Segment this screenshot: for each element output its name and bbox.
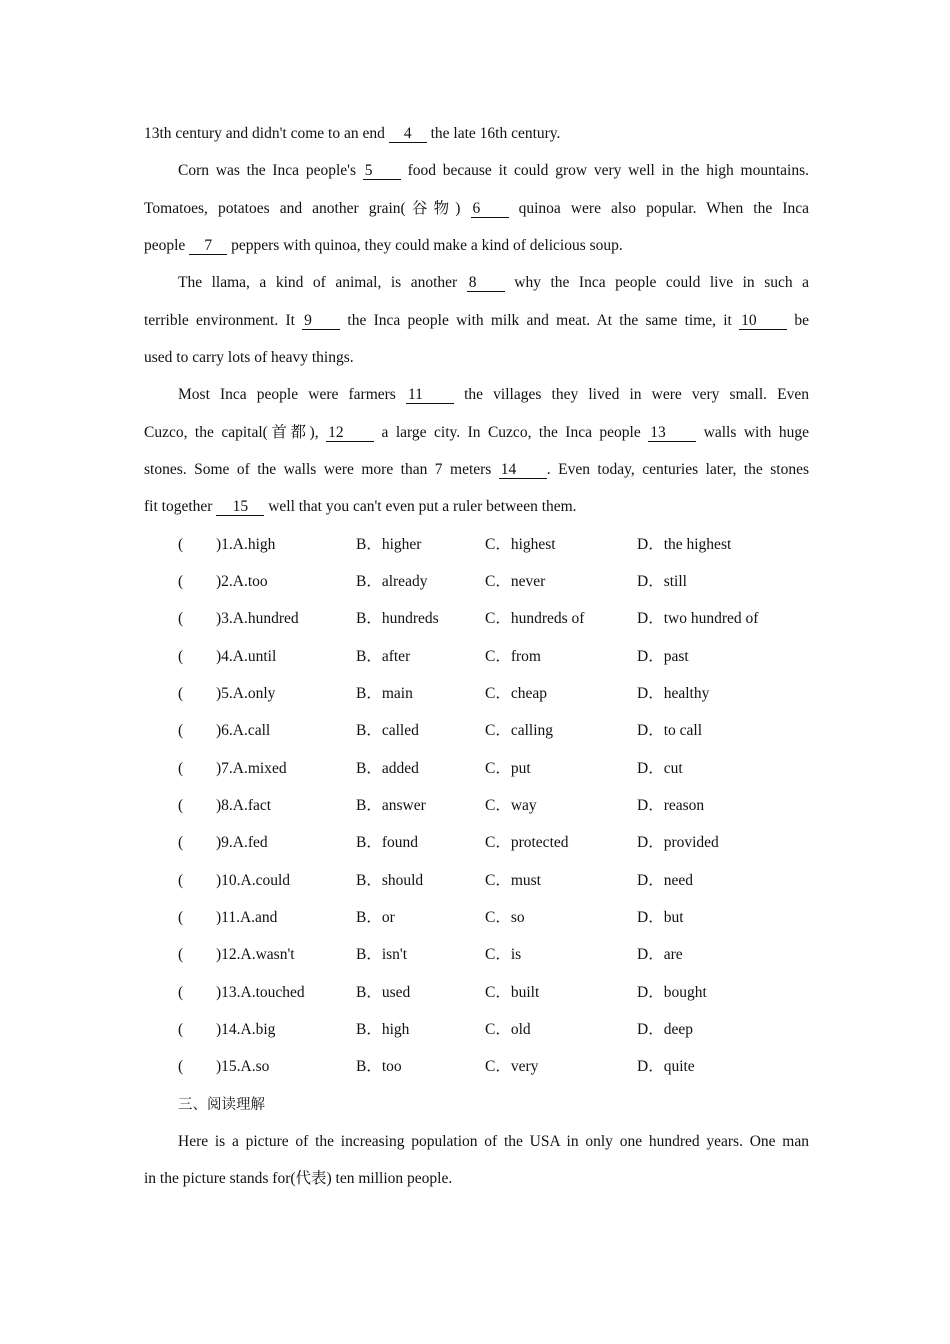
blank-6: 6: [471, 200, 509, 218]
option-c[interactable]: C．way: [485, 797, 537, 814]
option-a[interactable]: )4.A.until: [216, 648, 277, 665]
question-row: [144, 871, 809, 891]
passage-line: [144, 124, 809, 144]
option-d[interactable]: D．bought: [637, 984, 707, 1001]
question-row: [144, 1057, 809, 1077]
question-row: [144, 721, 809, 741]
option-b[interactable]: B．main: [356, 685, 413, 702]
section-text: Here is a picture of the increasing population of the USA in only one hundred years. One man: [178, 1133, 809, 1150]
option-d[interactable]: D．the highest: [637, 536, 732, 553]
question-row: [144, 684, 809, 704]
option-b[interactable]: B．used: [356, 984, 411, 1001]
answer-paren[interactable]: (: [178, 984, 184, 1001]
option-b[interactable]: B．after: [356, 648, 411, 665]
option-c[interactable]: C．never: [485, 573, 546, 590]
passage-text: the villages they lived in were very small. Even: [453, 386, 809, 403]
answer-paren[interactable]: (: [178, 648, 184, 665]
passage-text: food because it could grow very well in the high mountains.: [400, 162, 809, 179]
question-row: [144, 535, 809, 555]
blank-4: 4: [389, 125, 427, 143]
option-c[interactable]: C．very: [485, 1058, 539, 1075]
option-a[interactable]: )13.A.touched: [216, 984, 305, 1001]
option-c[interactable]: C．built: [485, 984, 540, 1001]
option-a[interactable]: )2.A.too: [216, 573, 268, 590]
passage-line: [178, 161, 809, 181]
section-text-line: [178, 1132, 809, 1152]
blank-7: 7: [189, 237, 227, 255]
passage-text: well that you can't even put a ruler between them.: [264, 498, 577, 515]
option-d[interactable]: D．healthy: [637, 685, 710, 702]
answer-paren[interactable]: (: [178, 536, 184, 553]
blank-12: 12: [326, 424, 374, 442]
option-d[interactable]: D．past: [637, 648, 689, 665]
passage-line: [144, 199, 809, 219]
option-d[interactable]: D．quite: [637, 1058, 695, 1075]
passage-line: [144, 311, 809, 331]
option-d[interactable]: D．cut: [637, 760, 683, 777]
question-row: [144, 908, 809, 928]
answer-paren[interactable]: (: [178, 909, 184, 926]
option-c[interactable]: C．from: [485, 648, 541, 665]
passage-text: fit together: [144, 498, 217, 515]
option-c[interactable]: C．old: [485, 1021, 531, 1038]
option-c[interactable]: C．hundreds of: [485, 610, 585, 627]
passage-text: the late 16th century.: [426, 125, 561, 142]
option-b[interactable]: B．isn't: [356, 946, 408, 963]
passage-text: The llama, a kind of animal, is another: [178, 274, 467, 291]
blank-13: 13: [648, 424, 696, 442]
option-a[interactable]: )9.A.fed: [216, 834, 268, 851]
passage-text: be: [787, 312, 809, 329]
option-a[interactable]: )1.A.high: [216, 536, 276, 553]
question-row: [144, 796, 809, 816]
option-d[interactable]: D．to call: [637, 722, 702, 739]
option-c[interactable]: C．calling: [485, 722, 554, 739]
option-a[interactable]: )11.A.and: [216, 909, 278, 926]
question-row: [144, 1020, 809, 1040]
passage-text: people: [144, 237, 190, 254]
option-d[interactable]: D．still: [637, 573, 687, 590]
option-b[interactable]: B．added: [356, 760, 419, 777]
option-c[interactable]: C．highest: [485, 536, 556, 553]
question-row: [144, 572, 809, 592]
option-b[interactable]: B．already: [356, 573, 428, 590]
passage-line: [144, 460, 809, 480]
question-row: [144, 759, 809, 779]
passage-text: peppers with quinoa, they could make a kind of delicious soup.: [227, 237, 623, 254]
option-d[interactable]: D．are: [637, 946, 683, 963]
passage-text: used to carry lots of heavy things.: [144, 349, 354, 366]
passage-text: Most Inca people were farmers: [178, 386, 406, 403]
question-row: [144, 945, 809, 965]
option-a[interactable]: )8.A.fact: [216, 797, 272, 814]
option-a[interactable]: )7.A.mixed: [216, 760, 287, 777]
option-b[interactable]: B．should: [356, 872, 424, 889]
answer-paren[interactable]: (: [178, 1058, 184, 1075]
passage-text: Tomatoes, potatoes and another grain(谷物): [144, 200, 471, 217]
blank-8: 8: [467, 274, 505, 292]
option-b[interactable]: B．called: [356, 722, 419, 739]
option-c[interactable]: C．put: [485, 760, 531, 777]
option-d[interactable]: D．provided: [637, 834, 719, 851]
section-heading: 三、阅读理解: [178, 1097, 265, 1113]
blank-11: 11: [406, 386, 454, 404]
option-d[interactable]: D．reason: [637, 797, 705, 814]
passage-text: . Even today, centuries later, the stones: [546, 461, 809, 478]
option-c[interactable]: C．must: [485, 872, 541, 889]
blank-15: 15: [216, 498, 264, 516]
passage-text: quinoa were also popular. When the Inca: [508, 200, 809, 217]
blank-5: 5: [363, 162, 401, 180]
blank-14: 14: [499, 461, 547, 479]
option-d[interactable]: D．two hundred of: [637, 610, 759, 627]
option-b[interactable]: B．too: [356, 1058, 402, 1075]
option-c[interactable]: C．is: [485, 946, 522, 963]
question-row: [144, 983, 809, 1003]
option-c[interactable]: C．protected: [485, 834, 569, 851]
passage-line: [144, 423, 809, 443]
option-d[interactable]: D．deep: [637, 1021, 693, 1038]
option-b[interactable]: B．or: [356, 909, 395, 926]
option-a[interactable]: )12.A.wasn't: [216, 946, 295, 963]
option-a[interactable]: )15.A.so: [216, 1058, 270, 1075]
answer-paren[interactable]: (: [178, 685, 184, 702]
blank-10: 10: [739, 312, 787, 330]
passage-text: 13th century and didn't come to an end: [144, 125, 389, 142]
option-c[interactable]: C．so: [485, 909, 525, 926]
option-a[interactable]: )3.A.hundred: [216, 610, 299, 627]
answer-paren[interactable]: (: [178, 872, 184, 889]
question-row: [144, 609, 809, 629]
answer-paren[interactable]: (: [178, 946, 184, 963]
passage-text: why the Inca people could live in such a: [504, 274, 809, 291]
option-b[interactable]: B．found: [356, 834, 419, 851]
answer-paren[interactable]: (: [178, 573, 184, 590]
answer-paren[interactable]: (: [178, 797, 184, 814]
passage-text: Cuzco, the capital(首都),: [144, 424, 327, 441]
answer-paren[interactable]: (: [178, 610, 184, 627]
passage-line: [144, 236, 809, 256]
passage-line: [178, 273, 809, 293]
passage-line: [144, 497, 809, 517]
option-b[interactable]: B．high: [356, 1021, 410, 1038]
option-d[interactable]: D．need: [637, 872, 693, 889]
option-a[interactable]: )14.A.big: [216, 1021, 276, 1038]
answer-paren[interactable]: (: [178, 722, 184, 739]
answer-paren[interactable]: (: [178, 760, 184, 777]
option-b[interactable]: B．answer: [356, 797, 426, 814]
passage-line: [178, 385, 809, 405]
option-a[interactable]: )10.A.could: [216, 872, 291, 889]
passage-text: terrible environment. It: [144, 312, 303, 329]
blank-9: 9: [302, 312, 340, 330]
passage-text: Corn was the Inca people's: [178, 162, 363, 179]
option-b[interactable]: B．hundreds: [356, 610, 439, 627]
passage-line: [144, 348, 809, 368]
answer-paren[interactable]: (: [178, 1021, 184, 1038]
option-a[interactable]: )5.A.only: [216, 685, 276, 702]
passage-text: the Inca people with milk and meat. At the same time, it: [340, 312, 740, 329]
question-row: [144, 833, 809, 853]
section-text-line: [144, 1169, 809, 1189]
section-text: in the picture stands for(代表) ten million people.: [144, 1170, 453, 1187]
answer-paren[interactable]: (: [178, 834, 184, 851]
passage-text: stones. Some of the walls were more than 7 meters: [144, 461, 499, 478]
passage-text: a large city. In Cuzco, the Inca people: [374, 424, 649, 441]
option-a[interactable]: )6.A.call: [216, 722, 271, 739]
option-d[interactable]: D．but: [637, 909, 684, 926]
option-b[interactable]: B．higher: [356, 536, 422, 553]
option-c[interactable]: C．cheap: [485, 685, 547, 702]
passage-text: walls with huge: [696, 424, 810, 441]
question-row: [144, 647, 809, 667]
